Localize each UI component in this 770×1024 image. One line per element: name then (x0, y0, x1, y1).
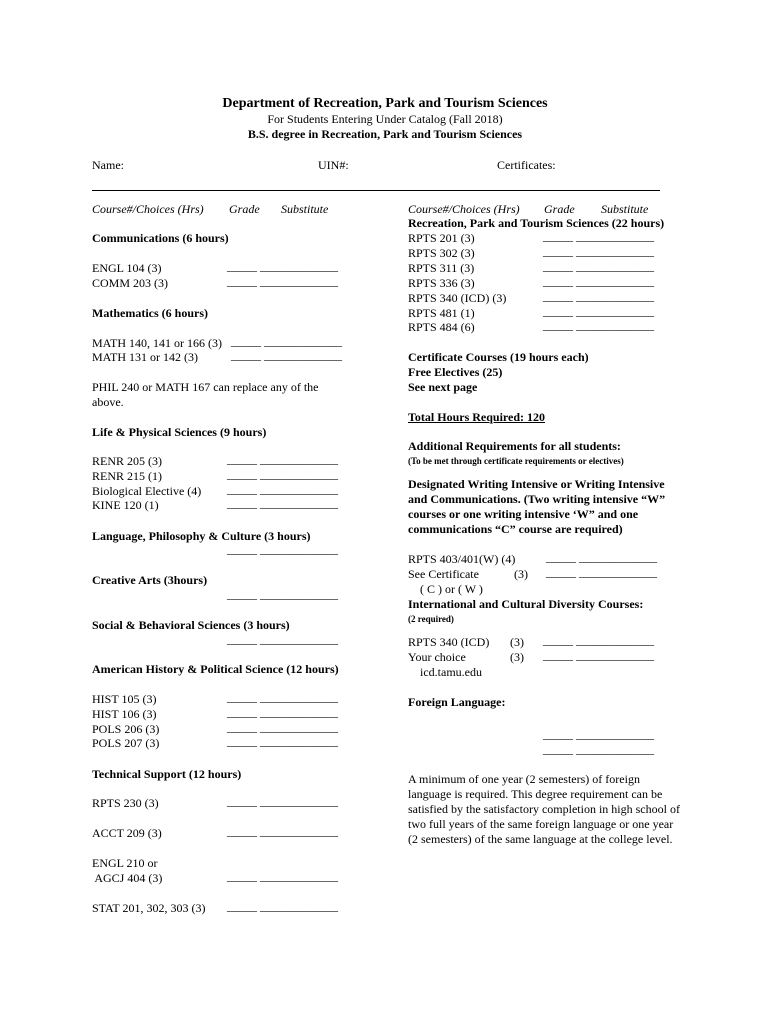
course-rpts481: RPTS 481 (1) (408, 306, 475, 320)
grade-blank[interactable]: _____ _____________ (227, 542, 338, 556)
course-acct209: ACCT 209 (3) (92, 826, 162, 840)
grade-blank[interactable]: _____ _____________ (227, 259, 338, 273)
rpts340-icd-hours: (3) (510, 635, 524, 649)
communications-heading: Communications (6 hours) (92, 231, 229, 245)
grade-blank[interactable]: _____ _____________ (543, 633, 654, 647)
grade-blank[interactable]: _____ _____________ (227, 899, 338, 913)
life-physical-heading: Life & Physical Sciences (9 hours) (92, 425, 267, 439)
course-comm203: COMM 203 (3) (92, 276, 169, 290)
grade-blank[interactable]: _____ _____________ (227, 482, 338, 496)
grade-blank[interactable]: _____ _____________ (231, 348, 342, 362)
course-agcj404: AGCJ 404 (3) (92, 871, 163, 885)
math-note: PHIL 240 or MATH 167 can replace any of the above. (92, 380, 319, 409)
grade-blank[interactable]: _____ _____________ (543, 318, 654, 332)
creative-arts-heading: Creative Arts (3hours) (92, 573, 208, 587)
course-engl104: ENGL 104 (3) (92, 261, 162, 275)
grade-blank[interactable]: _____ _____________ (543, 244, 654, 258)
course-rpts302: RPTS 302 (3) (408, 246, 475, 260)
foreign-language-text: A minimum of one year (2 semesters) of foreign language is required. This degree requirement can be satisfied by the satisfactory completion in high school of two full years of the same foreign language or one year (2 semesters) of the same language at the college level. (408, 772, 680, 846)
name-label: Name: (92, 158, 124, 172)
grade-blank[interactable]: _____ _____________ (543, 274, 654, 288)
grade-blank[interactable]: _____ _____________ (227, 705, 338, 719)
page-title: Department of Recreation, Park and Tourism Sciences (222, 96, 548, 111)
course-rpts403: RPTS 403/401(W) (4) (408, 552, 516, 566)
free-electives: Free Electives (25) (408, 365, 503, 379)
grade-blank[interactable]: _____ _____________ (227, 274, 338, 288)
grade-blank[interactable]: _____ _____________ (543, 289, 654, 303)
grade-blank[interactable]: _____ _____________ (543, 648, 654, 662)
american-history-heading: American History & Political Science (12 hours) (92, 662, 339, 676)
grade-blank[interactable]: _____ _____________ (227, 587, 338, 601)
left-col-grade-header: Grade (229, 202, 260, 216)
certificates-label: Certificates: (497, 158, 556, 172)
course-rpts340: RPTS 340 (ICD) (3) (408, 291, 507, 305)
mathematics-heading: Mathematics (6 hours) (92, 306, 208, 320)
course-rpts311: RPTS 311 (3) (408, 261, 475, 275)
grade-blank[interactable]: _____ _____________ (543, 742, 654, 756)
course-pols206: POLS 206 (3) (92, 722, 160, 736)
course-rpts484: RPTS 484 (6) (408, 320, 475, 334)
social-behavioral-heading: Social & Behavioral Sciences (3 hours) (92, 618, 290, 632)
course-stat201: STAT 201, 302, 303 (3) (92, 901, 206, 915)
see-certificate: See Certificate (408, 567, 479, 581)
grade-blank[interactable]: _____ _____________ (543, 259, 654, 273)
grade-blank[interactable]: _____ _____________ (231, 334, 342, 348)
course-renr215: RENR 215 (1) (92, 469, 162, 483)
grade-blank[interactable]: _____ _____________ (227, 794, 338, 808)
grade-blank[interactable]: _____ _____________ (546, 565, 657, 579)
catalog-subtitle: For Students Entering Under Catalog (Fall 2018) (267, 112, 503, 126)
additional-requirements-heading: Additional Requirements for all students: (408, 439, 621, 453)
icd-link[interactable]: icd.tamu.edu (420, 665, 482, 679)
course-pols207: POLS 207 (3) (92, 736, 160, 750)
degree-title: B.S. degree in Recreation, Park and Tourism Sciences (247, 127, 523, 141)
course-renr205: RENR 205 (3) (92, 454, 162, 468)
language-philosophy-heading: Language, Philosophy & Culture (3 hours) (92, 529, 311, 543)
right-col-substitute-header: Substitute (601, 202, 649, 216)
additional-requirements-note: (To be met through certificate requirements or electives) (408, 456, 624, 466)
grade-blank[interactable]: _____ _____________ (227, 824, 338, 838)
your-choice-hours: (3) (510, 650, 524, 664)
course-rpts201: RPTS 201 (3) (408, 231, 475, 245)
course-kine120: KINE 120 (1) (92, 498, 159, 512)
course-math140: MATH 140, 141 or 166 (3) (92, 336, 222, 350)
header-divider (92, 190, 660, 191)
grade-blank[interactable]: _____ _____________ (546, 550, 657, 564)
right-col-course-header: Course#/Choices (Hrs) (408, 202, 520, 216)
total-hours: Total Hours Required: 120 (408, 410, 546, 424)
course-rpts230: RPTS 230 (3) (92, 796, 159, 810)
grade-blank[interactable]: _____ _____________ (227, 734, 338, 748)
grade-blank[interactable]: _____ _____________ (227, 869, 338, 883)
right-col-grade-header: Grade (544, 202, 575, 216)
technical-support-heading: Technical Support (12 hours) (92, 767, 242, 781)
course-hist105: HIST 105 (3) (92, 692, 157, 706)
grade-blank[interactable]: _____ _____________ (227, 632, 338, 646)
your-choice: Your choice (408, 650, 466, 664)
grade-blank[interactable]: _____ _____________ (227, 467, 338, 481)
left-col-substitute-header: Substitute (281, 202, 329, 216)
course-bio-elective: Biological Elective (4) (92, 484, 202, 498)
icd-heading: International and Cultural Diversity Courses: (408, 597, 644, 611)
course-math131: MATH 131 or 142 (3) (92, 350, 198, 364)
foreign-language-heading: Foreign Language: (408, 695, 506, 709)
see-next-page: See next page (408, 380, 478, 394)
icd-note: (2 required) (408, 614, 454, 624)
grade-blank[interactable]: _____ _____________ (227, 690, 338, 704)
uin-label: UIN#: (318, 158, 349, 172)
writing-intensive-heading: Designated Writing Intensive or Writing Intensive and Communications. (Two writing intensive “W” courses or one writing intensive ‘W” and one communications “C” course are required) (408, 477, 666, 536)
grade-blank[interactable]: _____ _____________ (543, 727, 654, 741)
c-or-w: ( C ) or ( W ) (420, 582, 483, 596)
grade-blank[interactable]: _____ _____________ (227, 496, 338, 510)
course-rpts336: RPTS 336 (3) (408, 276, 475, 290)
certificate-courses: Certificate Courses (19 hours each) (408, 350, 589, 364)
rpts-heading: Recreation, Park and Tourism Sciences (22 hours) (408, 216, 665, 230)
grade-blank[interactable]: _____ _____________ (543, 229, 654, 243)
grade-blank[interactable]: _____ _____________ (227, 452, 338, 466)
left-col-course-header: Course#/Choices (Hrs) (92, 202, 204, 216)
grade-blank[interactable]: _____ _____________ (227, 720, 338, 734)
course-engl210: ENGL 210 or (92, 856, 158, 870)
see-certificate-hours: (3) (514, 567, 528, 581)
grade-blank[interactable]: _____ _____________ (543, 304, 654, 318)
course-hist106: HIST 106 (3) (92, 707, 157, 721)
course-rpts340-icd: RPTS 340 (ICD) (408, 635, 490, 649)
